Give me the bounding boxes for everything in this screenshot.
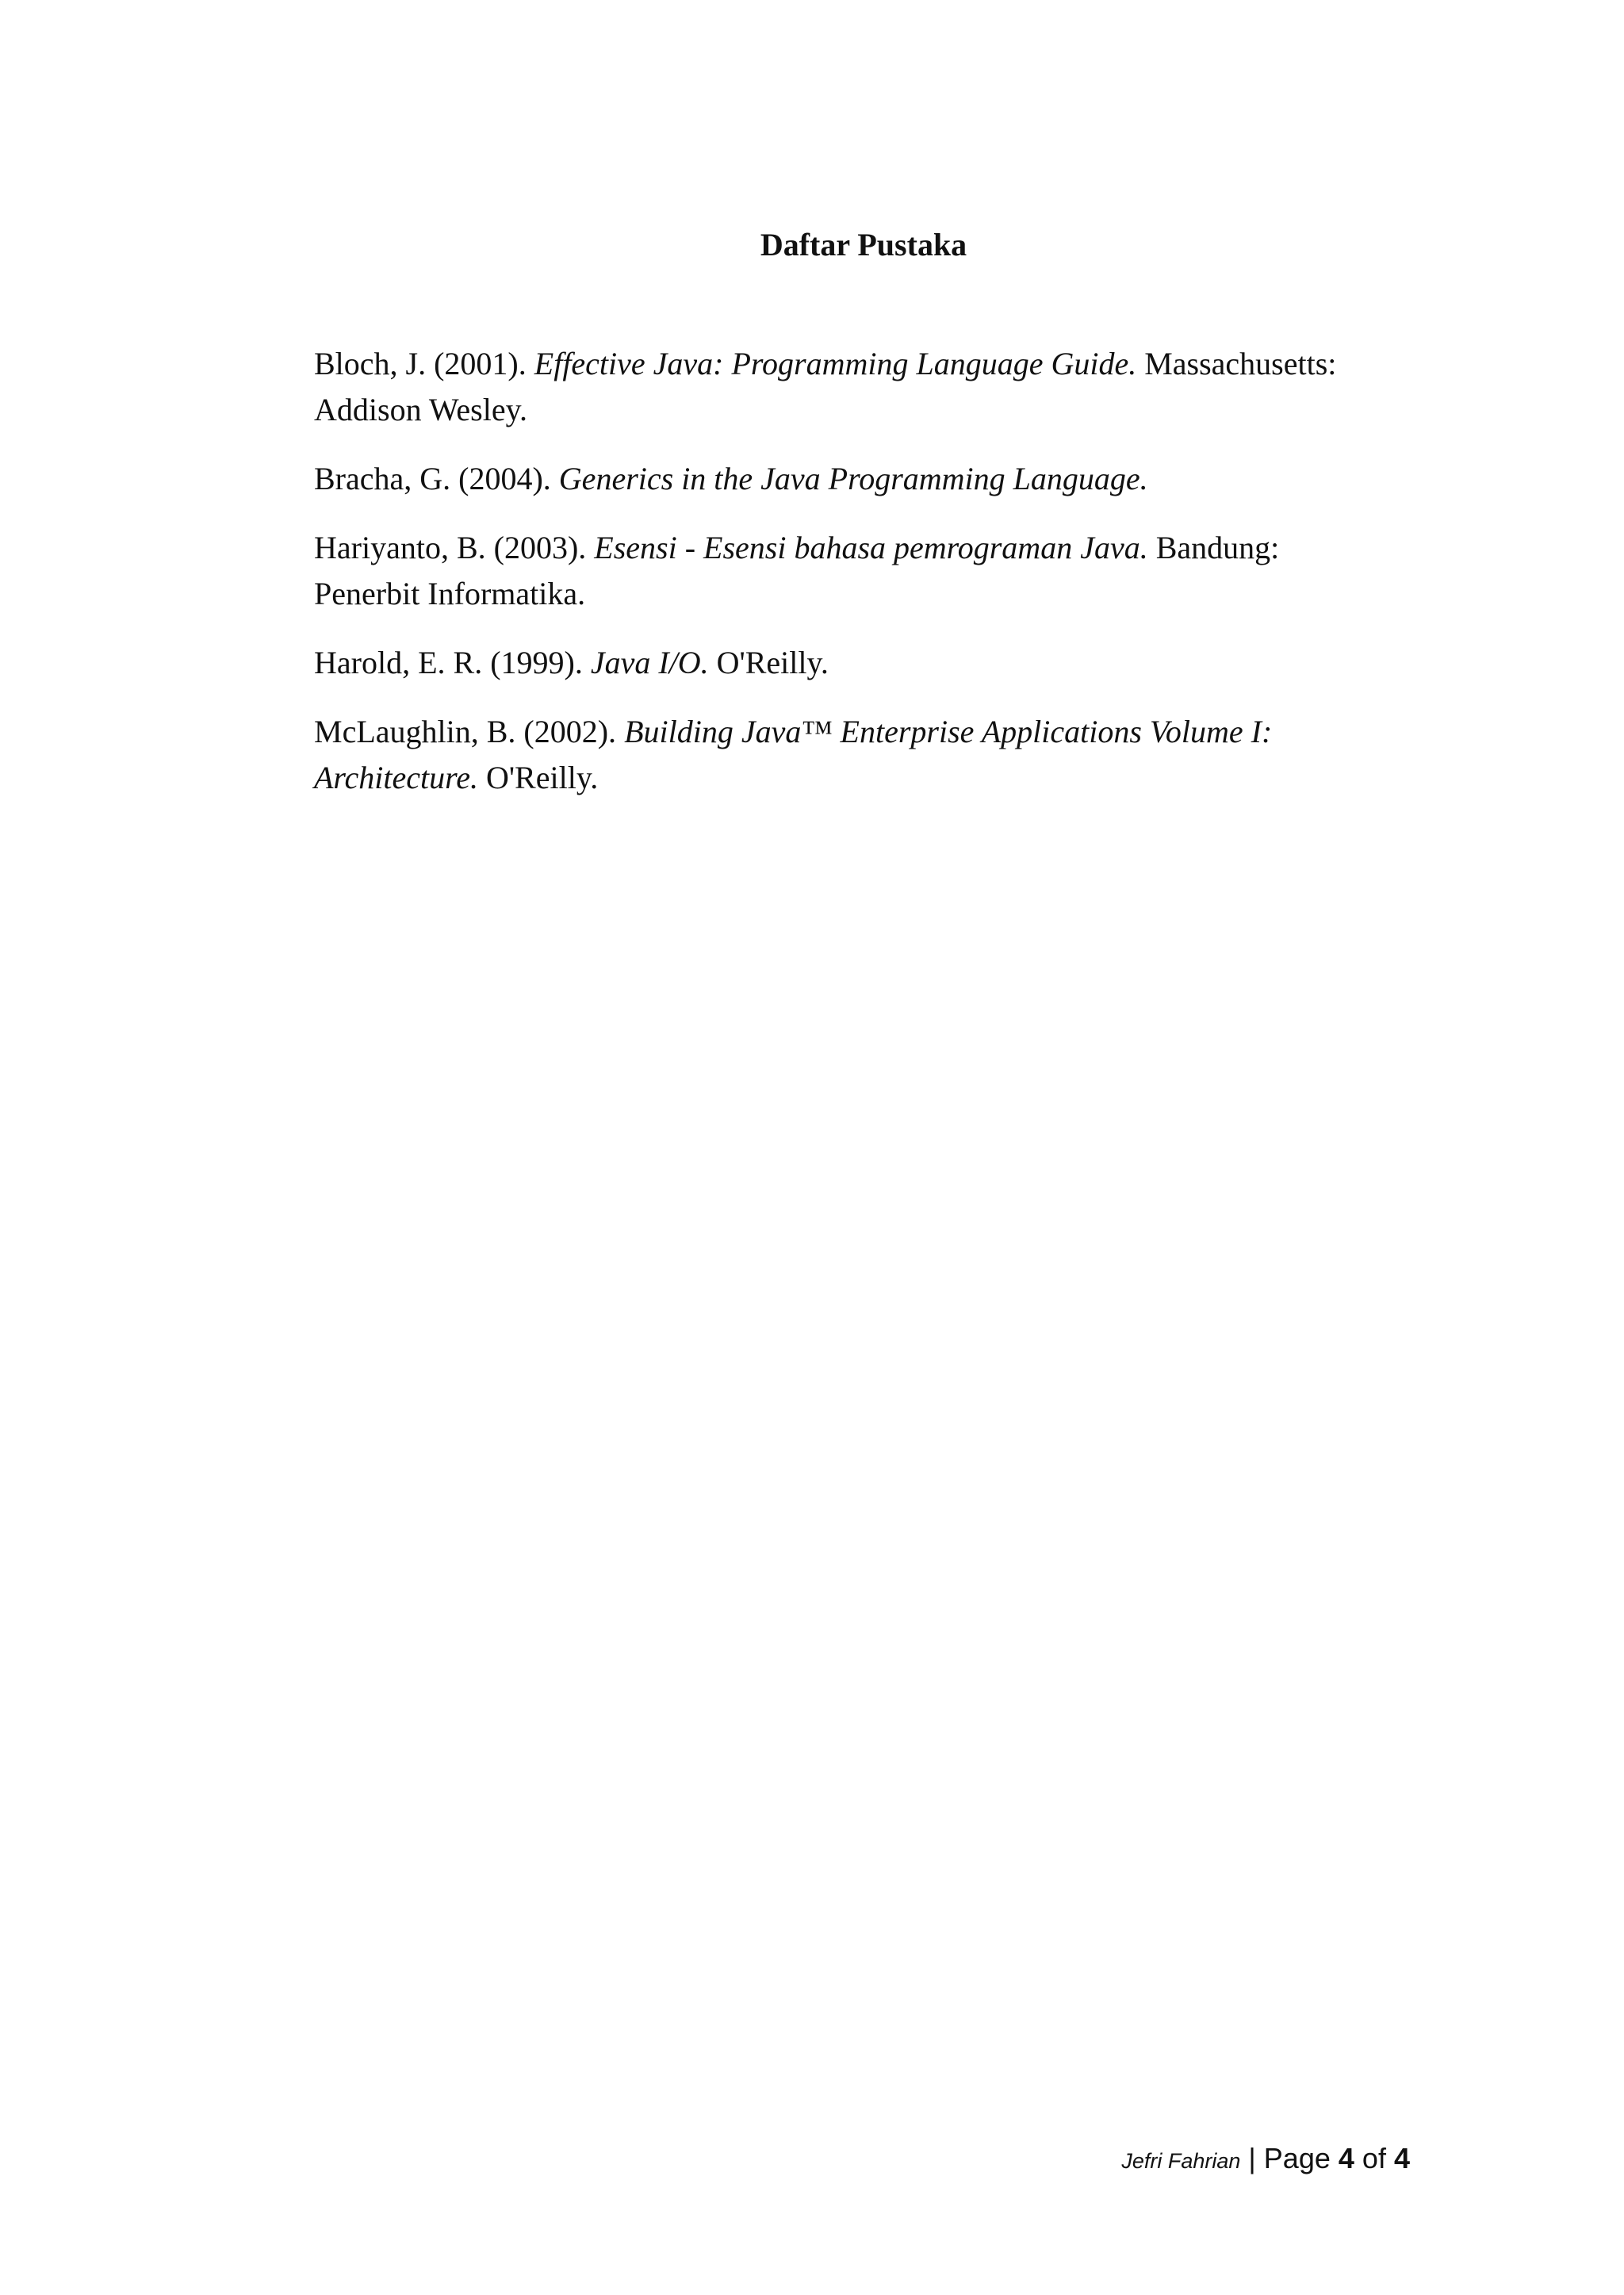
reference-publisher: O'Reilly. <box>477 760 599 795</box>
reference-publisher: Massachusetts: Addison Wesley. <box>314 346 1337 427</box>
footer-separator: | <box>1248 2142 1256 2174</box>
reference-publisher: Bandung: Penerbit Informatika. <box>314 530 1280 611</box>
reference-title: Java I/O. <box>590 645 709 680</box>
footer-page-current: 4 <box>1338 2142 1354 2174</box>
page-title: Daftar Pustaka <box>760 227 967 262</box>
reference-item <box>314 640 1392 686</box>
reference-item <box>314 709 1392 801</box>
reference-author-year: Harold, E. R. (1999). <box>314 645 591 680</box>
reference-list <box>314 341 1392 824</box>
footer-page-total: 4 <box>1393 2142 1410 2174</box>
reference-title: Effective Java: Programming Language Guide. <box>534 346 1137 381</box>
page-footer <box>1121 2141 1410 2178</box>
reference-title: Generics in the Java Programming Language. <box>558 461 1148 496</box>
reference-item <box>314 341 1392 433</box>
reference-author-year: Bracha, G. (2004). <box>314 461 559 496</box>
reference-title: Esensi - Esensi bahasa pemrograman Java. <box>594 530 1148 565</box>
reference-author-year: McLaughlin, B. (2002). <box>314 714 625 749</box>
reference-item <box>314 525 1392 617</box>
reference-publisher: O'Reilly. <box>708 645 829 680</box>
footer-author: Jefri Fahrian <box>1121 2149 1241 2173</box>
reference-author-year: Hariyanto, B. (2003). <box>314 530 595 565</box>
reference-item <box>314 456 1392 502</box>
reference-author-year: Bloch, J. (2001). <box>314 346 534 381</box>
footer-of-word: of <box>1362 2142 1386 2174</box>
reference-title: Building Java™ Enterprise Applications Volume I: Architecture. <box>314 714 1273 795</box>
footer-page-word: Page <box>1263 2142 1331 2174</box>
